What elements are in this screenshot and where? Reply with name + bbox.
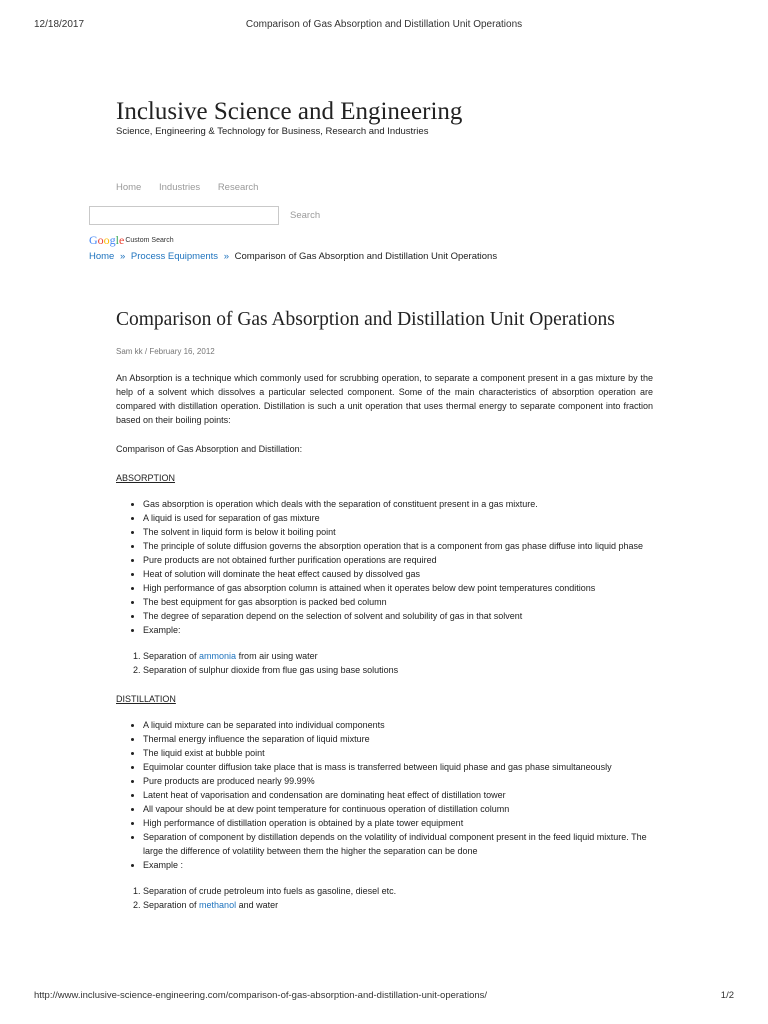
print-url: http://www.inclusive-science-engineering.com/comparison-of-gas-absorption-and-distillation-unit-operations/ xyxy=(34,990,488,1001)
list-item: • The principle of solute diffusion governs the absorption operation that is a component from gas phase diffuse into liquid phase xyxy=(143,539,653,553)
search-input[interactable] xyxy=(89,206,279,225)
breadcrumb xyxy=(89,251,497,262)
article-byline: Sam kk / February 16, 2012 xyxy=(116,347,215,356)
list-item: • Latent heat of vaporisation and condensation are dominating heat effect of distillation tower xyxy=(143,788,653,802)
nav-item-home[interactable]: Home xyxy=(116,182,142,193)
list-item: • The solvent in liquid form is below it boiling point xyxy=(143,525,653,539)
list-item: • Pure products are not obtained further purification operations are required xyxy=(143,553,653,567)
page-number: 1/2 xyxy=(720,990,734,1001)
breadcrumb-home[interactable]: Home xyxy=(89,251,115,262)
distillation-list xyxy=(116,718,653,872)
list-item: • Pure products are produced nearly 99.99% xyxy=(143,774,653,788)
print-date: 12/18/2017 xyxy=(34,19,85,30)
list-item: • Equimolar counter diffusion take place that is mass is transferred between liquid phase and gas phase simultaneously xyxy=(143,760,653,774)
list-item: • Gas absorption is operation which deals with the separation of constituent present in a gas mixture. xyxy=(143,497,653,511)
list-item: • A liquid is used for separation of gas mixture xyxy=(143,511,653,525)
nav-item-research[interactable]: Research xyxy=(217,182,259,193)
breadcrumb-separator: » xyxy=(223,251,229,262)
main-nav xyxy=(116,182,273,193)
list-item: • Thermal energy influence the separation of liquid mixture xyxy=(143,732,653,746)
list-item: • Separation of component by distillation depends on the volatility of individual component present in the feed liquid mixture. The large the difference of volatility between them the higher the separation can be done xyxy=(143,830,653,858)
google-custom-search xyxy=(89,233,174,248)
nav-item-industries[interactable]: Industries xyxy=(158,182,201,193)
absorption-heading: ABSORPTION xyxy=(116,473,176,483)
site-title[interactable]: Inclusive Science and Engineering xyxy=(116,98,463,125)
list-item: • High performance of gas absorption column is attained when it operates below dew point temperatures conditions xyxy=(143,581,653,595)
example-item: 1. Separation of ammonia from air using water xyxy=(143,649,653,663)
absorption-list xyxy=(116,497,653,637)
list-item: • Heat of solution will dominate the heat effect caused by dissolved gas xyxy=(143,567,653,581)
custom-search-label: Custom Search xyxy=(125,237,174,244)
print-title: Comparison of Gas Absorption and Distillation Unit Operations xyxy=(245,19,523,30)
breadcrumb-separator: » xyxy=(119,251,126,262)
list-item: • The liquid exist at bubble point xyxy=(143,746,653,760)
methanol-link[interactable]: methanol xyxy=(199,900,237,910)
comparison-subheading: Comparison of Gas Absorption and Distillation: xyxy=(116,444,303,454)
list-item: • The degree of separation depend on the selection of solvent and solubility of gas in that solvent xyxy=(143,609,653,623)
ammonia-link[interactable]: ammonia xyxy=(199,651,237,661)
site-tagline: Science, Engineering & Technology for Business, Research and Industries xyxy=(116,126,429,137)
example-item: 2. Separation of methanol and water xyxy=(143,898,653,912)
list-item: • Example : xyxy=(143,858,653,872)
article-body xyxy=(116,371,653,912)
google-logo: Google xyxy=(89,233,125,247)
distillation-heading: DISTILLATION xyxy=(116,694,176,704)
print-header xyxy=(0,0,768,48)
breadcrumb-category[interactable]: Process Equipments xyxy=(130,251,219,262)
list-item: • High performance of distillation operation is obtained by a plate tower equipment xyxy=(143,816,653,830)
search-button[interactable]: Search xyxy=(290,210,321,221)
example-item: 2. Separation of sulphur dioxide from flue gas using base solutions xyxy=(143,663,653,677)
absorption-examples xyxy=(116,649,653,677)
list-item: • Example: xyxy=(143,623,653,637)
list-item: • All vapour should be at dew point temperature for continuous operation of distillation column xyxy=(143,802,653,816)
example-item: 1. Separation of crude petroleum into fuels as gasoline, diesel etc. xyxy=(143,884,653,898)
article-title: Comparison of Gas Absorption and Distillation Unit Operations xyxy=(116,309,615,330)
list-item: • The best equipment for gas absorption is packed bed column xyxy=(143,595,653,609)
breadcrumb-current: Comparison of Gas Absorption and Distillation Unit Operations xyxy=(234,251,498,262)
list-item: • A liquid mixture can be separated into individual components xyxy=(143,718,653,732)
distillation-examples xyxy=(116,884,653,912)
intro-paragraph: An Absorption is a technique which commonly used for scrubbing operation, to separate a component present in a gas mixture by the help of a solvent which dissolves a particular selected component. Some of the main characteristics of absorption operation are compared with distillation operation. Distillation is such a unit operation that uses thermal energy to separate component into fraction based on their boiling points: xyxy=(116,373,653,425)
